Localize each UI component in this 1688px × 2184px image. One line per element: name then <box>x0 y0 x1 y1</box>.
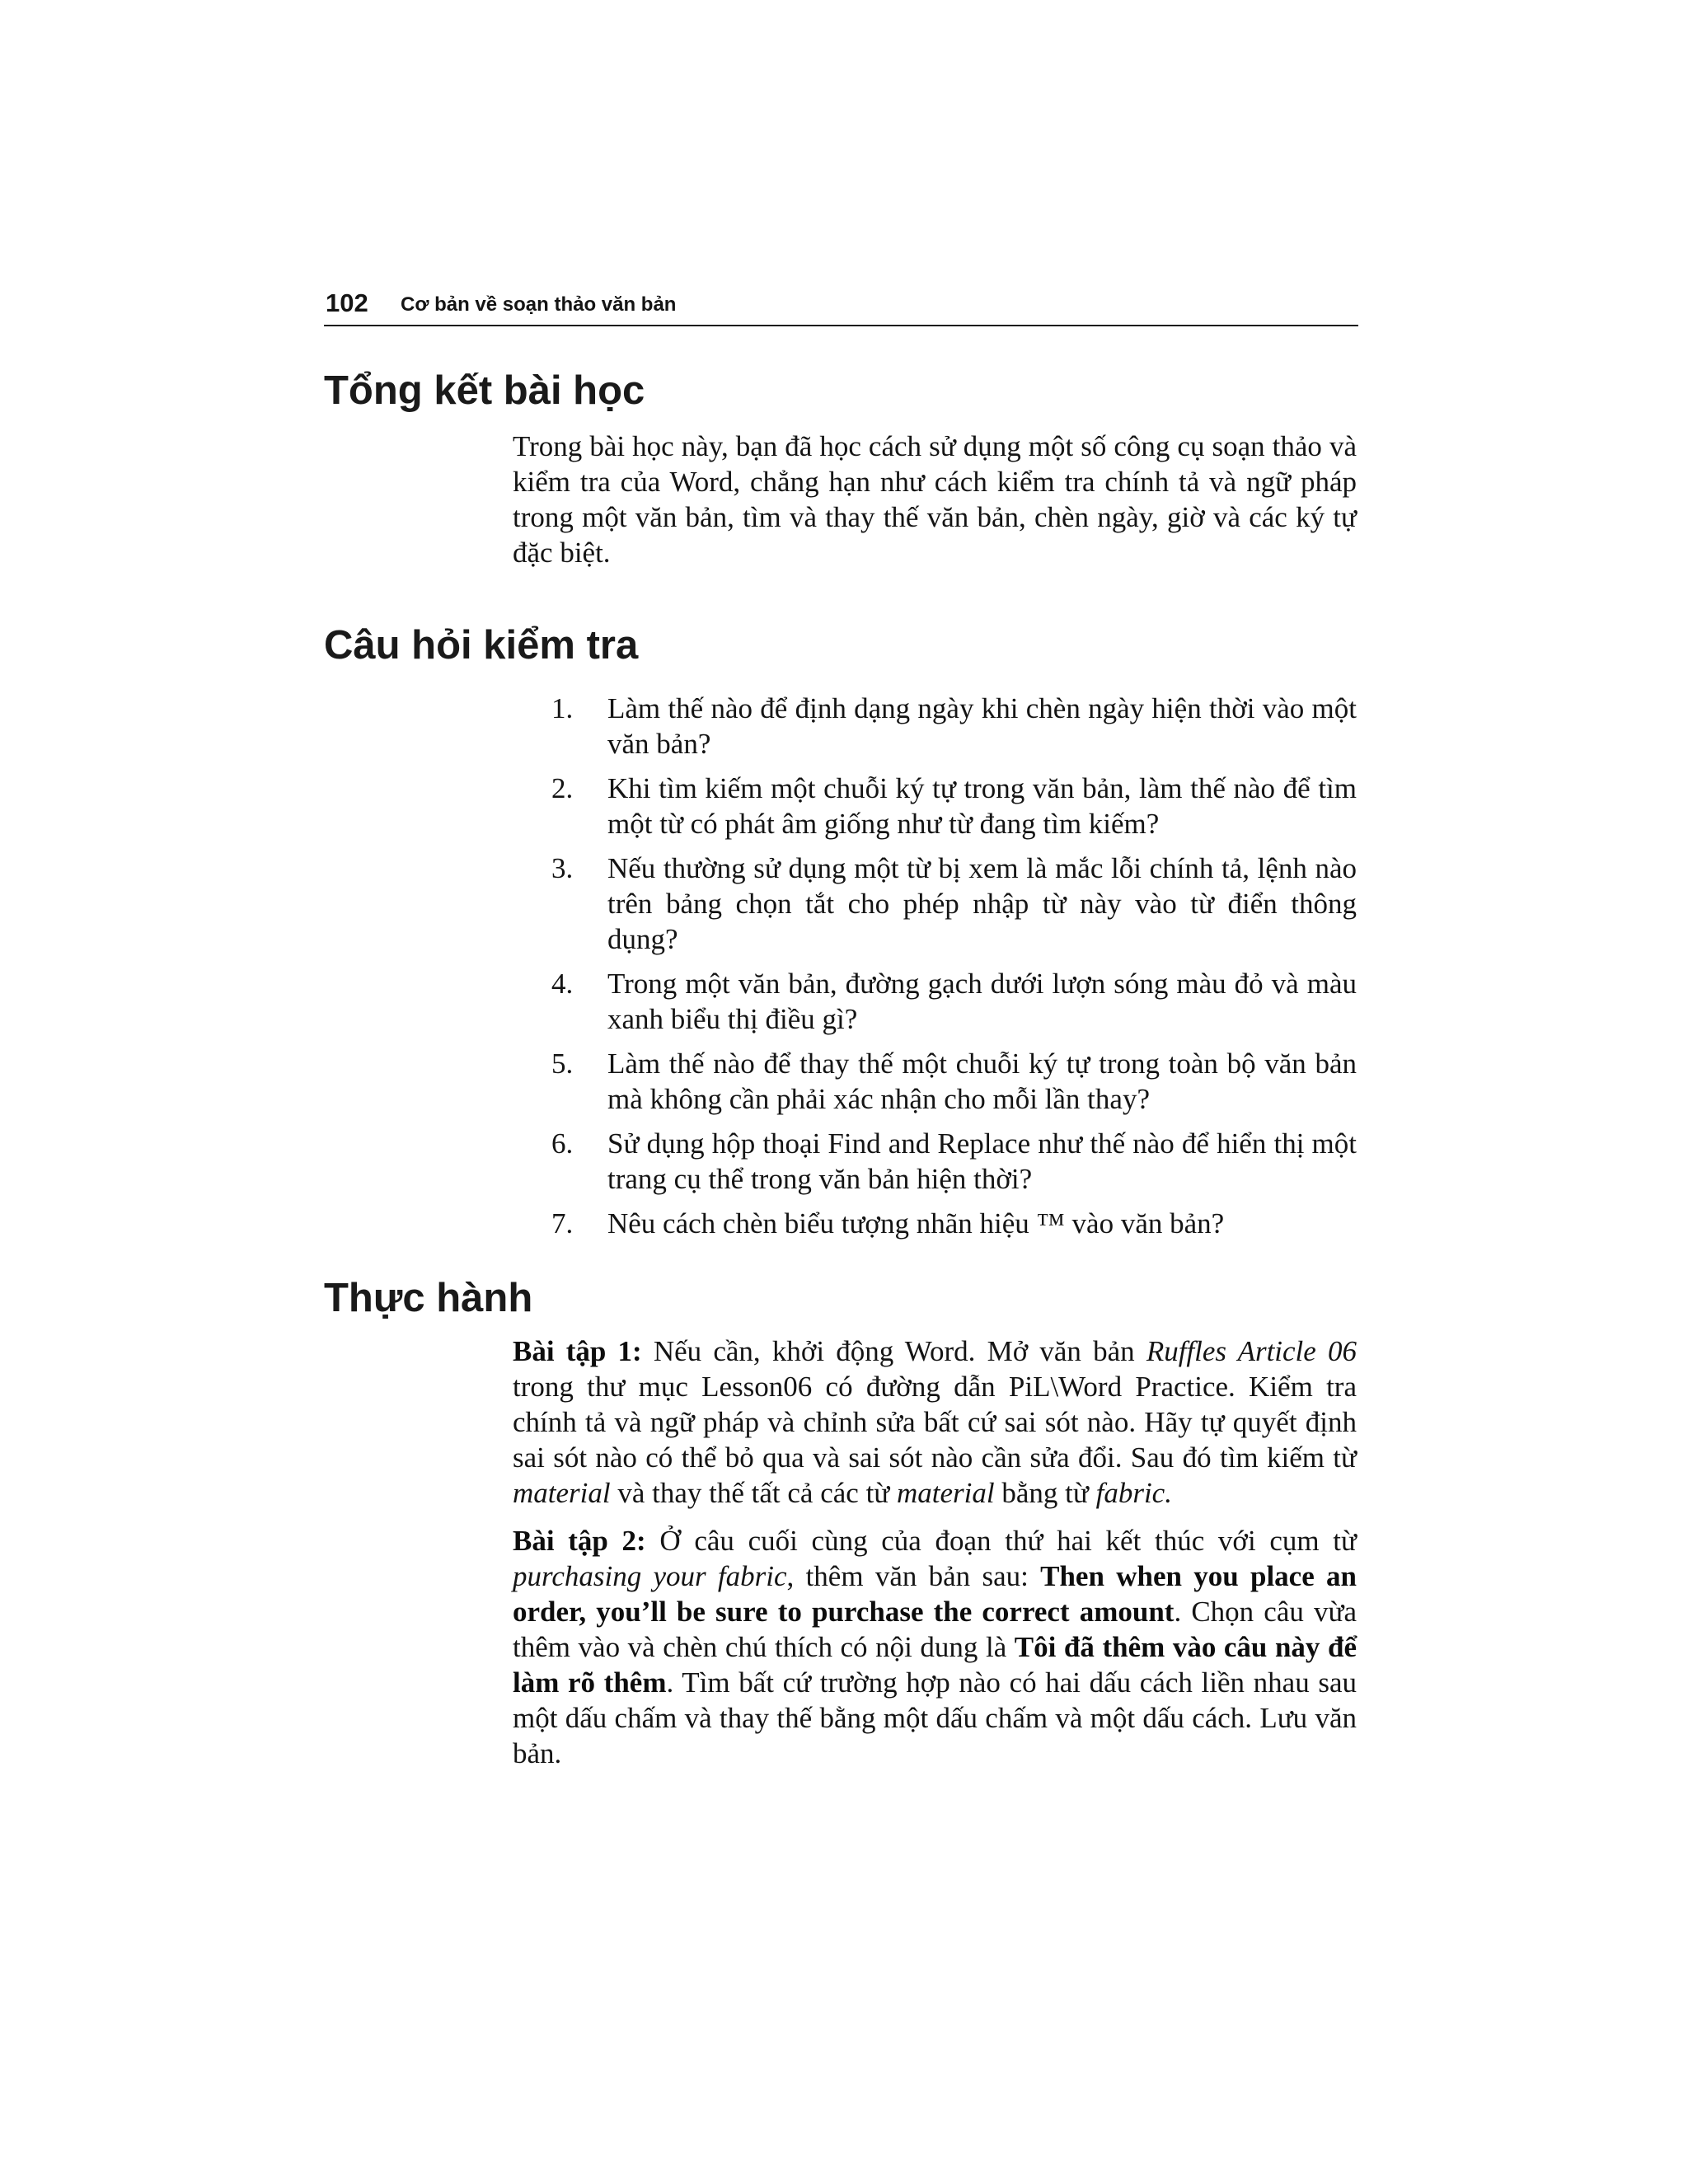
question-number: 5. <box>551 1047 574 1080</box>
list-item <box>513 1046 1357 1117</box>
exercise-1-paragraph <box>513 1333 1357 1511</box>
exercise-1-term: material <box>897 1477 995 1509</box>
exercise-2-text: . Tìm bất cứ trường hợp nào có hai dấu cách liền nhau sau một dấu chấm và thay thế bằng một dấu chấm và một dấu cách. Lưu văn bản. <box>513 1666 1357 1769</box>
summary-paragraph: Trong bài học này, bạn đã học cách sử dụng một số công cụ soạn thảo và kiểm tra của Word, chẳng hạn như cách kiểm tra chính tả và ngữ pháp trong một văn bản, tìm và thay thế văn bản, chèn ngày, giờ và các ký tự đặc biệt. <box>513 430 1357 569</box>
list-item <box>513 966 1357 1037</box>
exercise-1-text: trong thư mục Lesson06 có đường dẫn PiL\Word Practice. Kiểm tra chính tả và ngữ pháp và chỉnh sửa bất cứ sai sót nào. Hãy tự quyết định sai sót nào có thể bỏ qua và sai sót nào cần sửa đổi. Sau đó tìm kiếm từ <box>513 1371 1357 1474</box>
exercise-2-text: , thêm văn bản sau: <box>786 1560 1041 1592</box>
question-text: Làm thế nào để định dạng ngày khi chèn ngày hiện thời vào một văn bản? <box>607 692 1357 760</box>
exercise-2-comment-text: Tôi đã thêm vào câu này để làm rõ thêm <box>513 1631 1357 1699</box>
summary-heading: Tổng kết bài học <box>324 368 645 413</box>
exercise-1-text: Nếu cần, khởi động Word. Mở văn bản <box>641 1335 1146 1367</box>
exercise-2-phrase: purchasing your fabric <box>513 1560 787 1592</box>
list-item <box>513 1206 1357 1241</box>
question-text: Sử dụng hộp thoại Find and Replace như thế nào để hiển thị một trang cụ thể trong văn bản hiện thời? <box>607 1127 1357 1195</box>
exercise-2-text: . Chọn câu vừa thêm vào và chèn chú thích có nội dung là <box>513 1596 1357 1663</box>
list-item <box>513 1126 1357 1197</box>
exercise-1-text: bằng từ <box>994 1477 1096 1509</box>
exercise-2-paragraph <box>513 1523 1357 1771</box>
question-number: 3. <box>551 852 574 884</box>
list-item <box>513 771 1357 841</box>
question-number: 7. <box>551 1207 574 1240</box>
question-text: Trong một văn bản, đường gạch dưới lượn sóng màu đỏ và màu xanh biểu thị điều gì? <box>607 968 1357 1035</box>
page-header <box>324 288 1358 326</box>
review-question-list <box>513 691 1357 1250</box>
question-text: Nếu thường sử dụng một từ bị xem là mắc lỗi chính tả, lệnh nào trên bảng chọn tắt cho phép nhập từ này vào từ điển thông dụng? <box>607 852 1357 955</box>
question-text: Làm thế nào để thay thế một chuỗi ký tự trong toàn bộ văn bản mà không cần phải xác nhận cho mỗi lần thay? <box>607 1047 1357 1115</box>
practice-heading: Thực hành <box>324 1276 533 1320</box>
exercise-1-text: và thay thế tất cả các từ <box>610 1477 898 1509</box>
exercise-1-term: material <box>513 1477 611 1509</box>
list-item <box>513 691 1357 762</box>
list-item <box>513 851 1357 957</box>
running-title: Cơ bản về soạn thảo văn bản <box>401 293 677 316</box>
exercise-1-label: Bài tập 1: <box>513 1335 642 1367</box>
question-text: Nêu cách chèn biểu tượng nhãn hiệu ™ vào văn bản? <box>607 1207 1225 1240</box>
exercise-1-filename: Ruffles Article 06 <box>1146 1335 1357 1367</box>
exercise-2-insert-text: Then when you place an order, you’ll be sure to purchase the correct amount <box>513 1560 1357 1628</box>
page-number: 102 <box>326 288 368 317</box>
question-number: 6. <box>551 1127 574 1160</box>
exercise-2-label: Bài tập 2: <box>513 1525 646 1557</box>
question-text: Khi tìm kiếm một chuỗi ký tự trong văn bản, làm thế nào để tìm một từ có phát âm giống như từ đang tìm kiếm? <box>607 772 1357 840</box>
question-number: 2. <box>551 772 574 804</box>
question-number: 4. <box>551 968 574 1000</box>
exercise-1-term: fabric. <box>1095 1477 1172 1509</box>
question-number: 1. <box>551 692 574 724</box>
review-heading: Câu hỏi kiểm tra <box>324 623 639 668</box>
exercise-2-text: Ở câu cuối cùng của đoạn thứ hai kết thúc với cụm từ <box>645 1525 1357 1557</box>
